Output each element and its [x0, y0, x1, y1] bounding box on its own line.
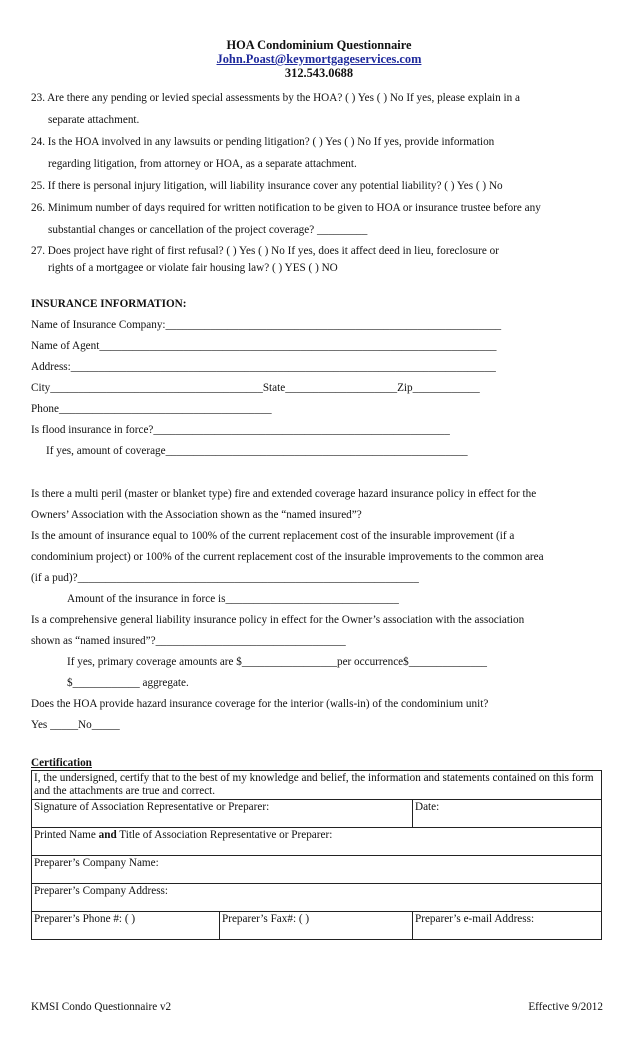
printed-name-label-end: Title of Association Representative or Preparer:	[116, 829, 333, 841]
printed-name-cell[interactable]	[32, 828, 602, 856]
document-title: HOA Condominium Questionnaire	[226, 38, 412, 52]
questionnaire-body	[31, 86, 611, 940]
walls-in-yes-no: Yes _____No_____	[31, 719, 120, 731]
printed-name-and: and	[98, 829, 117, 841]
liability-question-cont: shown as “named insured”?__________________________________	[31, 635, 346, 647]
date-cell[interactable]: Date:	[413, 800, 602, 828]
liability-question: Is a comprehensive general liability insurance policy in effect for the Owner’s association with the association	[31, 614, 525, 626]
certification-statement: I, the undersigned, certify that to the best of my knowledge and belief, the information and statements contained on this form and the attachments are true and correct.	[32, 771, 602, 800]
insurance-heading: INSURANCE INFORMATION:	[31, 298, 187, 310]
insurance-company-field: Name of Insurance Company:____________________________________________________________	[31, 319, 502, 331]
question-24-cont: regarding litigation, from attorney or HOA, as a separate attachment.	[48, 158, 357, 170]
question-24: 24. Is the HOA involved in any lawsuits or pending litigation? ( ) Yes ( ) No If yes, provide information	[31, 136, 495, 148]
flood-insurance-field: Is flood insurance in force?_____________________________________________________	[31, 424, 450, 436]
preparer-email-cell[interactable]: Preparer’s e-mail Address:	[413, 912, 602, 940]
replacement-cost-question: Is the amount of insurance equal to 100% of the current replacement cost of the insurable improvement (if a	[31, 530, 515, 542]
company-address-cell[interactable]: Preparer’s Company Address:	[32, 884, 602, 912]
contact-email-link[interactable]: John.Poast@keymortgageservices.com	[216, 52, 422, 66]
question-27-cont: rights of a mortgagee or violate fair housing law? ( ) YES ( ) NO	[48, 262, 338, 274]
question-27: 27. Does project have right of first refusal? ( ) Yes ( ) No If yes, does it affect deed in lieu, foreclosure or	[31, 245, 499, 257]
aggregate-field: $____________ aggregate.	[67, 677, 189, 689]
multi-peril-question-cont: Owners’ Association with the Association shown as the “named insured”?	[31, 509, 362, 521]
certification-table	[31, 770, 602, 940]
footer-version: KMSI Condo Questionnaire v2	[31, 1001, 172, 1013]
amount-in-force-field: Amount of the insurance in force is_______________________________	[67, 593, 399, 605]
contact-phone: 312.543.0688	[284, 66, 354, 80]
multi-peril-question: Is there a multi peril (master or blanket type) fire and extended coverage hazard insurance policy in effect for the	[31, 488, 537, 500]
footer-effective-date: Effective 9/2012	[528, 1001, 603, 1013]
signature-cell[interactable]: Signature of Association Representative or Preparer:	[32, 800, 413, 828]
primary-coverage-field: If yes, primary coverage amounts are $_________________per occurrence$______________	[67, 656, 488, 668]
question-26-cont: substantial changes or cancellation of the project coverage? _________	[48, 224, 368, 236]
question-25: 25. If there is personal injury litigation, will liability insurance cover any potential liability? ( ) Yes ( ) No	[31, 180, 503, 192]
flood-coverage-amount-field: If yes, amount of coverage______________________________________________________	[46, 445, 468, 457]
question-23-cont: separate attachment.	[48, 114, 140, 126]
phone-field: Phone______________________________________	[31, 403, 272, 415]
city-state-zip-field: City______________________________________State____________________Zip____________	[31, 382, 480, 394]
replacement-cost-question-end: (if a pud)?_____________________________________________________________	[31, 572, 419, 584]
walls-in-question: Does the HOA provide hazard insurance coverage for the interior (walls-in) of the condominium unit?	[31, 698, 489, 710]
replacement-cost-question-cont: condominium project) or 100% of the current replacement cost of the insurable improvements to the common area	[31, 551, 544, 563]
document-header	[0, 38, 638, 80]
preparer-phone-cell[interactable]: Preparer’s Phone #: ( )	[32, 912, 220, 940]
preparer-fax-cell[interactable]: Preparer’s Fax#: ( )	[220, 912, 413, 940]
company-name-cell[interactable]: Preparer’s Company Name:	[32, 856, 602, 884]
printed-name-label: Printed Name	[34, 829, 99, 841]
certification-heading: Certification	[31, 757, 92, 769]
address-field: Address:____________________________________________________________________________	[31, 361, 496, 373]
question-26: 26. Minimum number of days required for written notification to be given to HOA or insurance trustee before any	[31, 202, 541, 214]
agent-name-field: Name of Agent_______________________________________________________________________	[31, 340, 497, 352]
question-23: 23. Are there any pending or levied special assessments by the HOA? ( ) Yes ( ) No If yes, please explain in a	[31, 92, 521, 104]
page-footer	[31, 1001, 603, 1014]
